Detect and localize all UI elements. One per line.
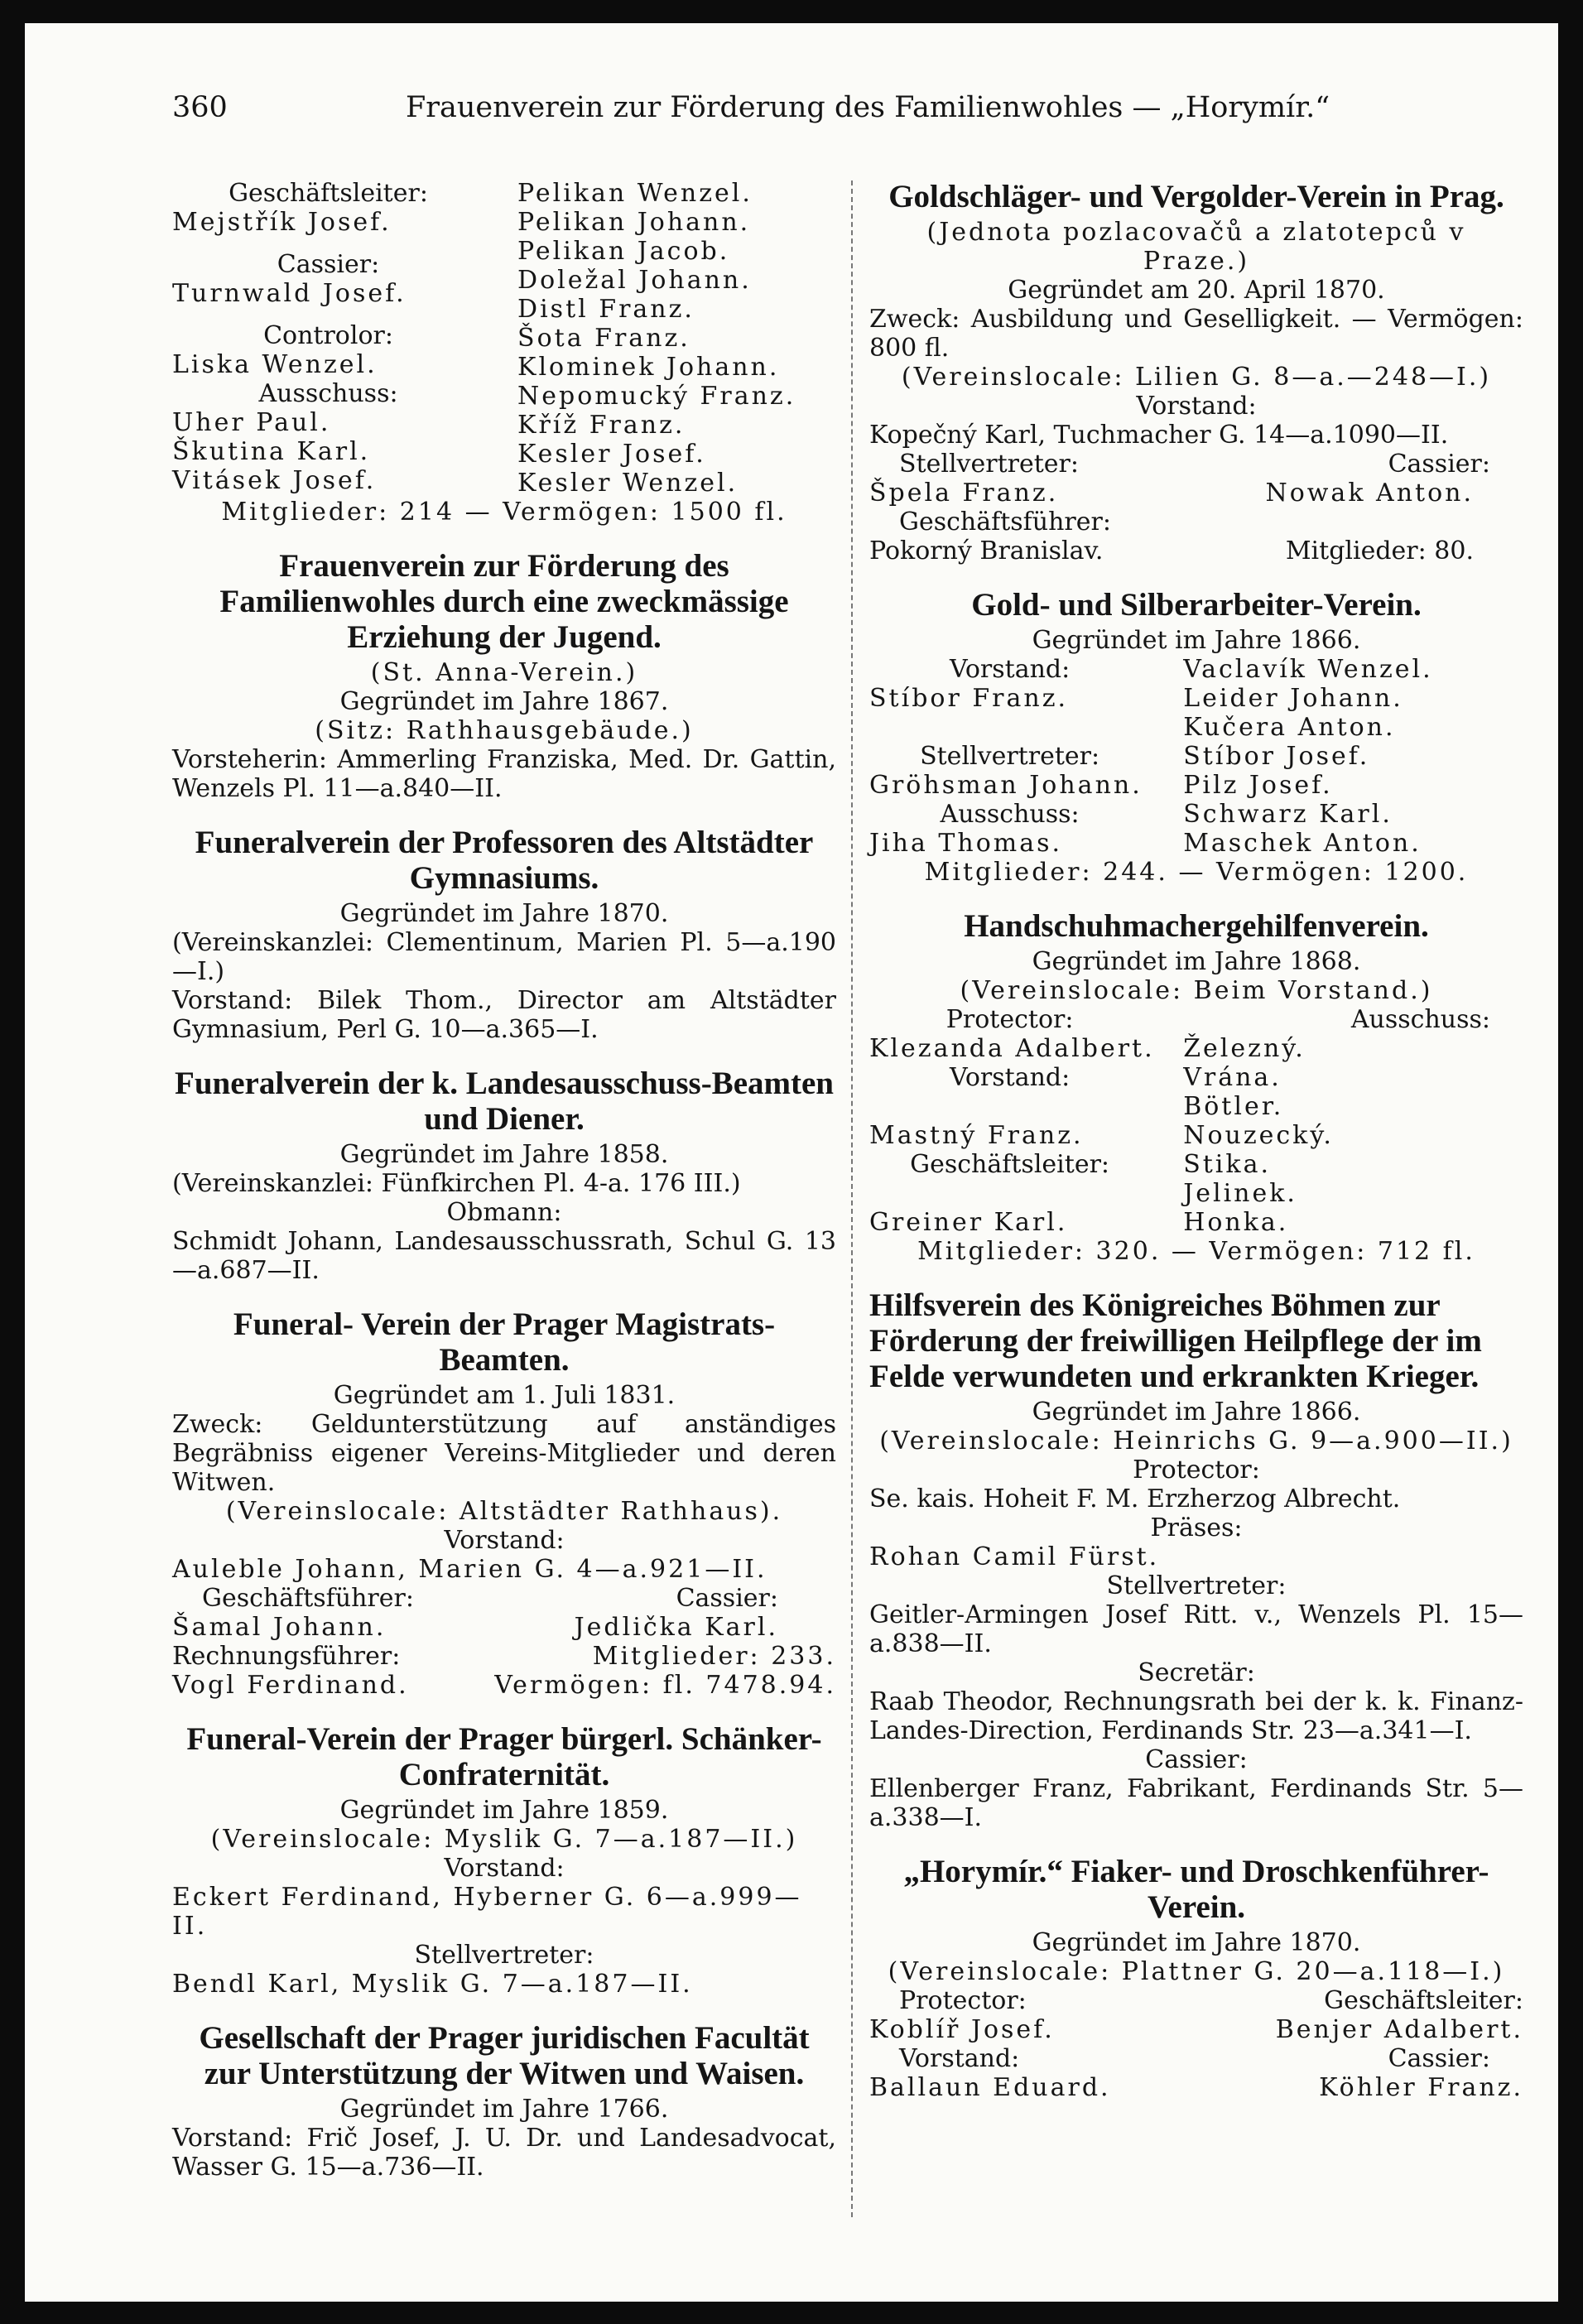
entry-row	[172, 1642, 836, 1671]
member-name: Stíbor Josef.	[1183, 742, 1370, 771]
entry-line: Raab Theodor, Rechnungsrath bei der k. k. Finanz-Landes-Direction, Ferdinands Str. 23—a.341—I.	[869, 1687, 1523, 1745]
member-name: Liska Wenzel.	[172, 350, 378, 379]
right-column	[869, 179, 1523, 2102]
entry-footer: Mitglieder: 320. — Vermögen: 712 fl.	[917, 1237, 1475, 1266]
entry-title-funeral-magistrat: Funeral- Verein der Prager Magistrats-Beamten.	[233, 1306, 776, 1378]
entry-line: Vorstand: Bilek Thom., Director am Altstädter Gymnasium, Perl G. 10—a.365—I.	[172, 986, 836, 1044]
running-title: Frauenverein zur Förderung des Familienwohles — „Horymír.“	[406, 91, 1330, 124]
top-block-footer: Mitglieder: 214 — Vermögen: 1500 fl.	[221, 498, 787, 527]
member-name: Pelikan Wenzel.	[517, 179, 753, 208]
role-label: Cassier:	[1388, 450, 1490, 479]
entry-title-funeral-schaenker: Funeral-Verein der Prager bürgerl. Schänker-Confraternität.	[186, 1721, 822, 1792]
member-name: Nouzecký.	[1183, 1121, 1334, 1150]
entry-line: Kopečný Karl, Tuchmacher G. 14—a.1090—II.	[869, 421, 1449, 450]
member-name: Benjer Adalbert.	[1275, 2015, 1523, 2044]
member-name: Greiner Karl.	[869, 1208, 1068, 1237]
role-label: Geschäftsführer:	[202, 1584, 414, 1613]
entry-line: Gegründet im Jahre 1870.	[339, 899, 669, 928]
entry-line: Gegründet am 1. Juli 1831.	[333, 1381, 676, 1410]
member-count: Mitglieder: 233.	[592, 1642, 836, 1671]
member-name: Vitásek Josef.	[172, 466, 377, 495]
entry-line: Secretär:	[1138, 1658, 1255, 1687]
member-name: Distl Franz.	[517, 295, 695, 324]
member-name: Klominek Johann.	[517, 353, 780, 382]
role-label: Rechnungsführer:	[172, 1642, 401, 1671]
member-name: Stíbor Franz.	[869, 684, 1069, 713]
role-label: Geschäftsleiter:	[1324, 1986, 1523, 2015]
role-label: Geschäftsführer:	[899, 508, 1111, 536]
entry-line: Zweck: Ausbildung und Geselligkeit. — Vermögen: 800 fl.	[869, 305, 1523, 363]
member-name: Uher Paul.	[172, 408, 331, 437]
entry-line: Schmidt Johann, Landesausschussrath, Schul G. 13—a.687—II.	[172, 1227, 836, 1285]
member-name: Pelikan Jacob.	[517, 237, 730, 266]
role-label: Stellvertreter:	[920, 742, 1100, 771]
member-name: Špela Franz.	[869, 479, 1059, 508]
entry-line: Präses:	[1150, 1513, 1243, 1542]
member-name: Nowak Anton.	[1265, 479, 1474, 508]
member-name: Vogl Ferdinand.	[172, 1671, 409, 1700]
member-name: Honka.	[1183, 1208, 1289, 1237]
member-name: Kučera Anton.	[1183, 713, 1396, 742]
member-name: Šamal Johann.	[172, 1613, 387, 1642]
grid-cell	[869, 713, 1183, 742]
entry-title-hilfsverein: Hilfsverein des Königreiches Böhmen zur Förderung der freiwilligen Heilpflege der im Felde verwundeten und erkrankten Krieger.	[869, 1287, 1482, 1394]
role-label: Cassier:	[277, 250, 380, 279]
grid-cell	[869, 1092, 1183, 1121]
entry-line: Stellvertreter:	[414, 1941, 594, 1970]
entry-line: (Vereinskanzlei: Fünfkirchen Pl. 4-a. 176 III.)	[172, 1169, 741, 1198]
entry-line: Vorstand: Frič Josef, J. U. Dr. und Landesadvocat, Wasser G. 15—a.736—II.	[172, 2124, 836, 2182]
member-count: Mitglieder: 80.	[1285, 536, 1474, 565]
member-name: Vrána.	[1183, 1063, 1282, 1092]
member-name: Mejstřík Josef.	[172, 208, 392, 237]
entry-line: Zweck: Geldunterstützung auf anständiges Begräbniss eigener Vereins-Mitglieder und deren Witwen.	[172, 1410, 836, 1497]
entry-line: Rohan Camil Fürst.	[869, 1542, 1160, 1571]
member-name: Doležal Johann.	[517, 266, 752, 295]
role-label: Vorstand:	[899, 2044, 1020, 2073]
entry-row	[869, 536, 1523, 565]
entry-line: Gegründet im Jahre 1870.	[1032, 1928, 1361, 1957]
member-name: Ballaun Eduard.	[869, 2073, 1111, 2102]
role-label: Protector:	[899, 1986, 1027, 2015]
entry-line: Obmann:	[446, 1198, 562, 1227]
entry-line: Vorsteherin: Ammerling Franziska, Med. Dr. Gattin, Wenzels Pl. 11—a.840—II.	[172, 745, 836, 803]
entry-line: (Vereinslocale: Heinrichs G. 9—a.900—II.)	[879, 1427, 1513, 1456]
member-name: Gröhsman Johann.	[869, 771, 1143, 800]
role-label: Controlor:	[263, 321, 393, 350]
member-name: Nepomucký Franz.	[517, 382, 796, 411]
member-name: Kesler Josef.	[517, 440, 706, 469]
entry-row	[869, 2015, 1523, 2044]
grid-cell	[869, 1179, 1183, 1208]
entry-title-funeral-landesausschuss: Funeralverein der k. Landesausschuss-Beamten und Diener.	[175, 1066, 834, 1137]
book-page	[25, 23, 1558, 2302]
entry-title-frauenverein: Frauenverein zur Förderung des Familienwohles durch eine zweckmässige Erziehung der Jugend.	[219, 548, 789, 655]
entry-line: Protector:	[1133, 1456, 1260, 1484]
member-name: Köhler Franz.	[1319, 2073, 1523, 2102]
column-divider	[851, 180, 853, 2217]
entry-line: Gegründet im Jahre 1766.	[339, 2095, 669, 2124]
role-label: Ausschuss:	[940, 800, 1080, 829]
entry-line: (Jednota pozlacovačů a zlatotepců v Praze.)	[926, 218, 1466, 276]
entry-line: (Vereinslocale: Lilien G. 8—a.—248—I.)	[901, 363, 1492, 392]
member-name: Koblíř Josef.	[869, 2015, 1055, 2044]
member-name: Schwarz Karl.	[1183, 800, 1393, 829]
member-name: Jiha Thomas.	[869, 829, 1063, 858]
entry-row	[869, 450, 1523, 479]
member-name: Mastný Franz.	[869, 1121, 1084, 1150]
member-name: Pokorný Branislav.	[869, 536, 1104, 565]
role-label: Cassier:	[676, 1584, 778, 1613]
member-name: Turnwald Josef.	[172, 279, 407, 308]
role-label: Ausschuss:	[258, 379, 398, 408]
entry-line: (Vereinslocale: Myslik G. 7—a.187—II.)	[210, 1825, 798, 1854]
entry-title-gesellschaft: Gesellschaft der Prager juridischen Facultät zur Unterstützung der Witwen und Waisen.	[199, 2020, 810, 2091]
entry-row	[869, 2073, 1523, 2102]
entry-row	[869, 479, 1523, 508]
entry-line: Gegründet im Jahre 1858.	[339, 1140, 669, 1169]
role-label: Stellvertreter:	[899, 450, 1080, 479]
entry-row	[869, 508, 1523, 536]
member-name: Stika.	[1183, 1150, 1271, 1179]
member-name: Kesler Wenzel.	[517, 469, 739, 498]
entry-footer: Mitglieder: 244. — Vermögen: 1200.	[924, 858, 1469, 887]
entry-line: (Vereinskanzlei: Clementinum, Marien Pl. 5—a.190—I.)	[172, 928, 836, 986]
member-name: Vaclavík Wenzel.	[1183, 655, 1433, 684]
member-name: Bötler.	[1183, 1092, 1284, 1121]
entry-line: Vorstand:	[444, 1854, 565, 1883]
entry-line: (Sitz: Rathhausgebäude.)	[315, 716, 694, 745]
entry-line: Gegründet im Jahre 1866.	[1032, 626, 1361, 655]
entry-line: (Vereinslocale: Beim Vorstand.)	[960, 976, 1433, 1005]
entry-line: Se. kais. Hoheit F. M. Erzherzog Albrecht.	[869, 1484, 1401, 1513]
gold-silber-grid	[869, 655, 1523, 858]
entry-line: Vorstand:	[444, 1526, 565, 1555]
entry-line: (Vereinslocale: Plattner G. 20—a.118—I.)	[888, 1957, 1505, 1986]
role-label: Cassier:	[1388, 2044, 1490, 2073]
role-label: Protector:	[945, 1005, 1074, 1034]
page-number: 360	[172, 91, 228, 124]
role-label: Ausschuss:	[1350, 1005, 1490, 1034]
entry-row	[172, 1584, 836, 1613]
member-name: Leider Johann.	[1183, 684, 1403, 713]
entry-line: Gegründet im Jahre 1859.	[339, 1796, 669, 1825]
entry-line: Stellvertreter:	[1106, 1571, 1287, 1600]
member-name: Železný.	[1183, 1034, 1306, 1063]
member-name: Kříž Franz.	[517, 411, 686, 440]
top-block	[172, 179, 836, 498]
member-name: Pelikan Johann.	[517, 208, 751, 237]
entry-line: (St. Anna-Verein.)	[370, 658, 638, 687]
entry-row	[172, 1613, 836, 1642]
entry-line: (Vereinslocale: Altstädter Rathhaus).	[225, 1497, 783, 1526]
member-name: Šota Franz.	[517, 324, 690, 353]
entry-row	[172, 1671, 836, 1700]
assets: Vermögen: fl. 7478.94.	[494, 1671, 836, 1700]
entry-line: Cassier:	[1145, 1745, 1248, 1774]
role-label: Vorstand:	[949, 655, 1071, 684]
member-name: Škutina Karl.	[172, 437, 371, 466]
entry-title-funeral-professoren: Funeralverein der Professoren des Altstädter Gymnasiums.	[195, 825, 814, 896]
entry-line: Geitler-Armingen Josef Ritt. v., Wenzels Pl. 15—a.838—II.	[869, 1600, 1523, 1658]
member-name: Jelinek.	[1183, 1179, 1297, 1208]
entry-line: Auleble Johann, Marien G. 4—a.921—II.	[172, 1555, 767, 1584]
entry-row	[869, 1986, 1523, 2015]
entry-line: Eckert Ferdinand, Hyberner G. 6—a.999—II.	[172, 1883, 802, 1941]
entry-row	[869, 2044, 1523, 2073]
role-label: Geschäftsleiter:	[910, 1150, 1110, 1179]
entry-title-goldschlaeger: Goldschläger- und Vergolder-Verein in Prag.	[888, 179, 1504, 214]
role-label: Vorstand:	[949, 1063, 1071, 1092]
role-label: Geschäftsleiter:	[229, 179, 428, 208]
entry-title-handschuh: Handschuhmachergehilfenverein.	[964, 908, 1429, 944]
member-name: Pilz Josef.	[1183, 771, 1333, 800]
left-column	[172, 179, 836, 2182]
handschuh-grid	[869, 1005, 1523, 1237]
entry-title-gold-silber: Gold- und Silberarbeiter-Verein.	[971, 587, 1422, 623]
entry-title-horymir: „Horymír.“ Fiaker- und Droschkenführer-Verein.	[903, 1854, 1489, 1925]
member-name: Klezanda Adalbert.	[869, 1034, 1155, 1063]
entry-line: Bendl Karl, Myslik G. 7—a.187—II.	[172, 1970, 693, 1999]
member-name: Jedlička Karl.	[574, 1613, 778, 1642]
member-name: Maschek Anton.	[1183, 829, 1422, 858]
entry-line: Gegründet am 20. April 1870.	[1008, 276, 1385, 305]
entry-line: Gegründet im Jahre 1867.	[339, 687, 669, 716]
entry-line: Gegründet im Jahre 1866.	[1032, 1398, 1361, 1427]
entry-line: Gegründet im Jahre 1868.	[1032, 947, 1361, 976]
entry-line: Ellenberger Franz, Fabrikant, Ferdinands Str. 5—a.338—I.	[869, 1774, 1523, 1832]
entry-line: Vorstand:	[1136, 392, 1257, 421]
